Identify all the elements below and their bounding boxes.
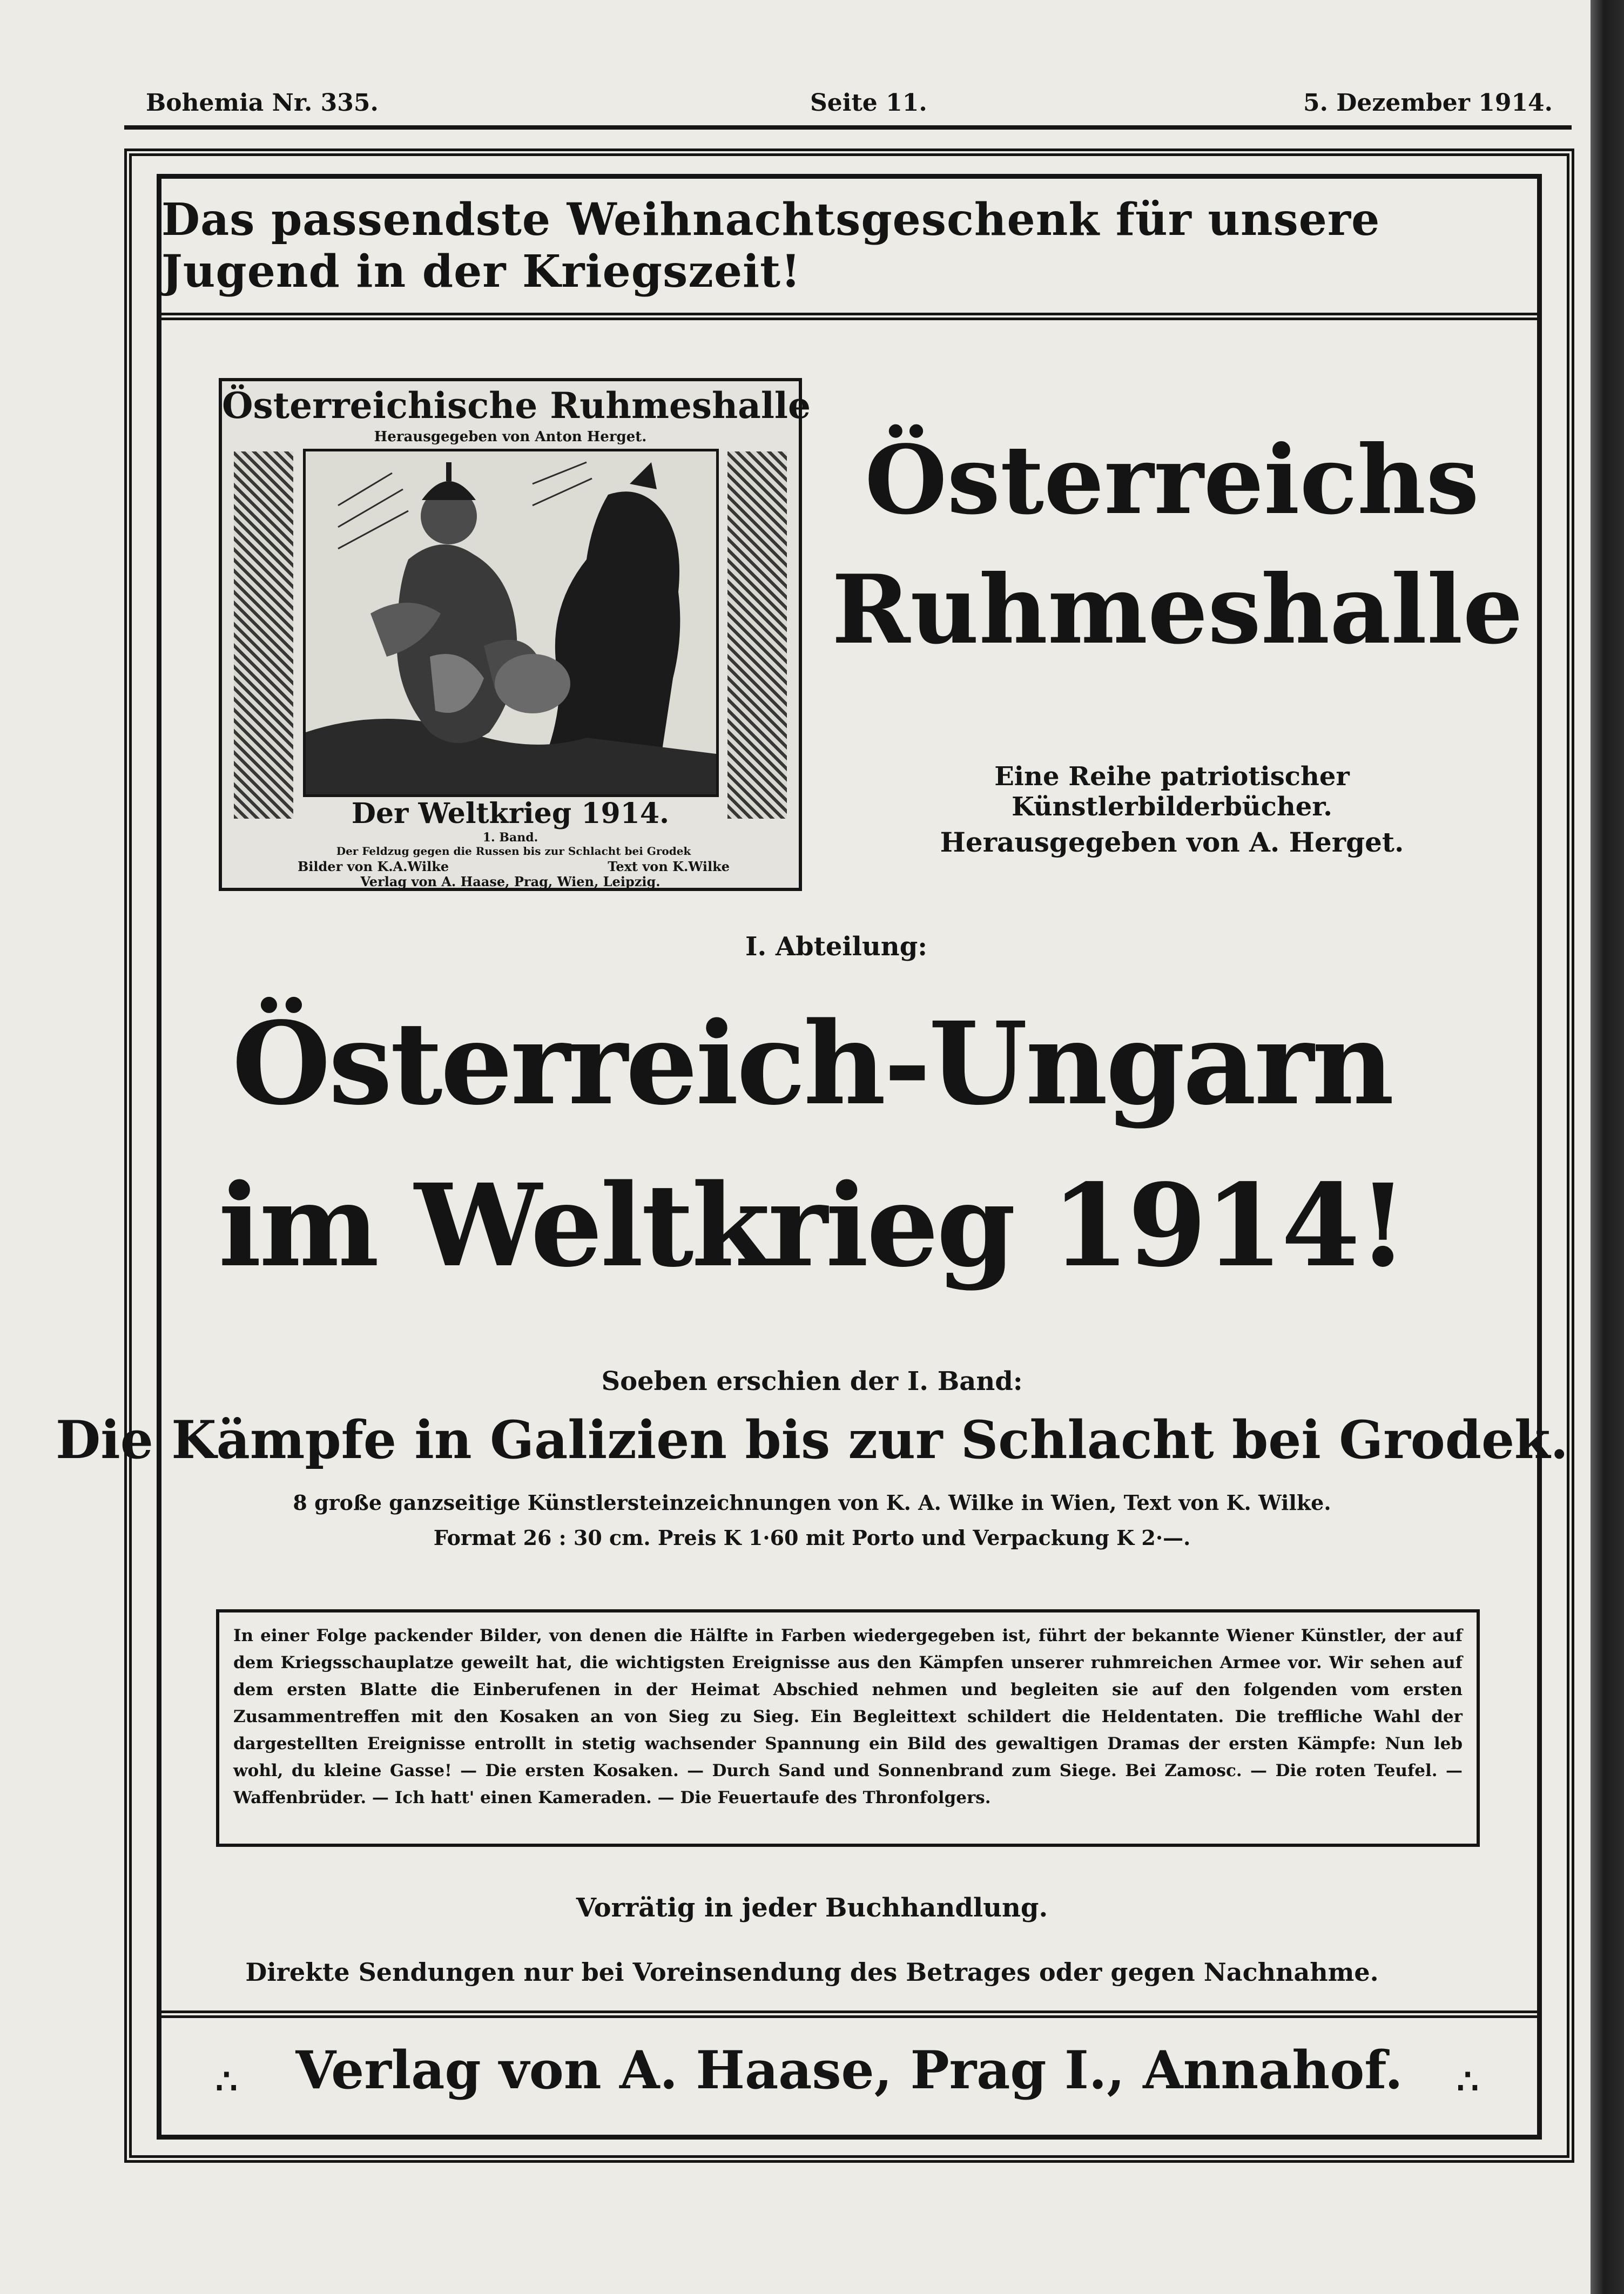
division-label: I. Abteilung: [745, 932, 927, 962]
publisher-footer [161, 2010, 1537, 2135]
cover-volume: 1. Band. [482, 831, 538, 845]
volume-details: 8 große ganzseitige Künstlersteinzeichnungen von K. A. Wilke in Wien, Text von K. Wilke. [293, 1490, 1331, 1515]
main-headline [0, 983, 1624, 1307]
masthead-page-number: Seite 11. [810, 89, 927, 117]
ornament-left-icon: ∴ [215, 2061, 242, 2102]
cover-publisher: Verlag von A. Haase, Prag, Wien, Leipzig. [360, 874, 661, 889]
cover-subtitle: Der Weltkrieg 1914. [351, 797, 670, 830]
cover-campaign: Der Feldzug gegen die Russen bis zur Schlacht bei Grodek [336, 845, 691, 858]
series-title-line1: Österreichs [865, 425, 1479, 536]
main-headline-line1: Österreich-Ungarn [232, 997, 1392, 1130]
ordering-note: Direkte Sendungen nur bei Voreinsendung des Betrages oder gegen Nachnahme. [245, 1958, 1379, 1987]
series-title-line2: Ruhmeshalle [832, 555, 1523, 665]
book-cover-illustration [219, 378, 811, 891]
masthead-rule [124, 125, 1572, 130]
main-headline-line2: im Weltkrieg 1914! [218, 1159, 1406, 1292]
volume-price: Format 26 : 30 cm. Preis K 1·60 mit Porto und Verpackung K 2·—. [433, 1526, 1191, 1550]
series-editor: Herausgegeben von A. Herget. [940, 826, 1404, 858]
advertisement-banner: Das passendste Weihnachtsgeschenk für unsere Jugend in der Kriegszeit! [161, 179, 1537, 320]
ornament-right-icon: ∴ [1457, 2061, 1483, 2102]
masthead [146, 89, 1553, 127]
volume-label: Soeben erschien der I. Band: [601, 1366, 1023, 1396]
cover-editor: Herausgegeben von Anton Herget. [374, 429, 647, 445]
description-box [216, 1609, 1480, 1847]
cover-images-credit: Bilder von K.A.Wilke [298, 859, 449, 874]
description-text: In einer Folge packender Bilder, von denen die Hälfte in Farben wiedergegeben ist, führt der bekannte Wiener Künstler, der auf dem Kriegsschauplatze geweilt hat, die wichtigsten Ereignisse aus den Kämpfen unserer ruhmreichen Armee vor. Wir sehen auf dem ersten Blatte die Einberufenen in der Heimat Abschied nehmen und begleiten sie auf den folgenden vom ersten Zusammentreffen mit den Kosaken an von Sieg zu Sieg. Ein Begleittext schildert die Heldentaten. Die treffliche Wahl der dargestellten Ereignisse entrollt in stetig wachsender Spannung ein Bild des gewaltigen Dramas der ersten Kämpfe: Nun leb wohl, du kleine Gasse! — Die ersten Kosaken. — Durch Sand und Sonnenbrand zum Siege. Bei Zamosc. — Die roten Teufel. — Waffenbrüder. — Ich hatt' einen Kameraden. — Die Feuertaufe des Thronfolgers. [233, 1626, 1463, 1807]
volume-title: Die Kämpfe in Galizien bis zur Schlacht bei Grodek. [56, 1409, 1568, 1470]
masthead-issue: Bohemia Nr. 335. [146, 89, 379, 117]
masthead-date: 5. Dezember 1914. [1303, 89, 1553, 117]
cover-ornament-left [234, 451, 293, 819]
cover-soldier-drawing [303, 449, 719, 797]
page-edge-shadow [1591, 0, 1624, 2294]
cover-title: Österreichische Ruhmeshalle [222, 384, 811, 427]
series-title [832, 416, 1523, 675]
cover-text-credit: Text von K.Wilke [608, 859, 730, 874]
publisher-address: Verlag von A. Haase, Prag I., Annahof. [295, 2040, 1403, 2101]
cover-ornament-right [727, 451, 787, 819]
series-subtitle: Eine Reihe patriotischer Künstlerbilderbücher. [994, 761, 1350, 822]
availability-note: Vorrätig in jeder Buchhandlung. [576, 1893, 1048, 1923]
soldier-horse-drawing-icon [306, 451, 716, 794]
